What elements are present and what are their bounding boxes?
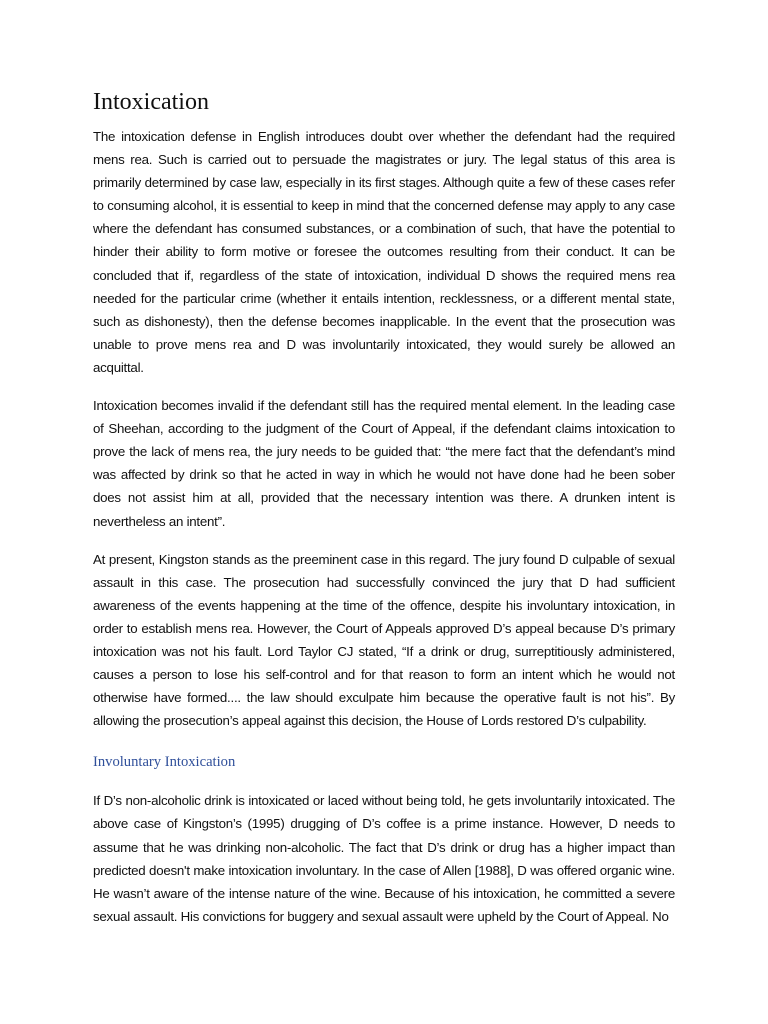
document-page: [93, 86, 675, 943]
paragraph-intro: The intoxication defense in English introduces doubt over whether the defendant had the required mens rea. Such is carried out to persuade the magistrates or jury. The legal status of this area is primarily determined by case law, especially in its first stages. Although quite a few of these cases refer to consuming alcohol, it is essential to keep in mind that the concerned defense may apply to any case where the defendant has consumed substances, or a combination of such, that have the potential to hinder their ability to form motive or foresee the outcomes resulting from their conduct. It can be concluded that if, regardless of the state of intoxication, individual D shows the required mens rea needed for the particular crime (whether it entails intention, recklessness, or a different mental state, such as dishonesty), then the defense becomes inapplicable. In the event that the prosecution was unable to prove mens rea and D was involuntarily intoxicated, they would surely be allowed an acquittal.: [93, 129, 675, 375]
section-heading: Involuntary Intoxication: [93, 754, 236, 771]
paragraph-involuntary: If D’s non-alcoholic drink is intoxicated or laced without being told, he gets involuntarily intoxicated. The above case of Kingston’s (1995) drugging of D’s coffee is a prime instance. However, D needs to assume that he was drinking non-alcoholic. The fact that D’s drink or drug has a higher impact than predicted doesn't make intoxication involuntary. In the case of Allen [1988], D was offered organic wine. He wasn’t aware of the intense nature of the wine. Because of his intoxication, he committed a severe sexual assault. His convictions for buggery and sexual assault were upheld by the Court of Appeal. No: [93, 793, 675, 924]
page-title: Intoxication: [93, 89, 209, 115]
paragraph-kingston: At present, Kingston stands as the preeminent case in this regard. The jury found D culpable of sexual assault in this case. The prosecution had successfully convinced the jury that D had sufficient awareness of the events happening at the time of the offence, despite his involuntary intoxication, in order to establish mens rea. However, the Court of Appeals approved D’s appeal because D’s primary intoxication was not his fault. Lord Taylor CJ stated, “If a drink or drug, surreptitiously administered, causes a person to lose his self-control and for that reason to form an intent which he would not otherwise have formed.... the law should exculpate him because the operative fault is not his”. By allowing the prosecution’s appeal against this decision, the House of Lords restored D’s culpability.: [93, 551, 675, 729]
paragraph-sheehan: Intoxication becomes invalid if the defendant still has the required mental element. In the leading case of Sheehan, according to the judgment of the Court of Appeal, if the defendant claims intoxication to prove the lack of mens rea, the jury needs to be guided that: “the mere fact that the defendant’s mind was affected by drink so that he acted in way in which he would not have done had he been sober does not assist him at all, provided that the necessary intention was there. A drunken intent is nevertheless an intent”.: [93, 398, 675, 529]
